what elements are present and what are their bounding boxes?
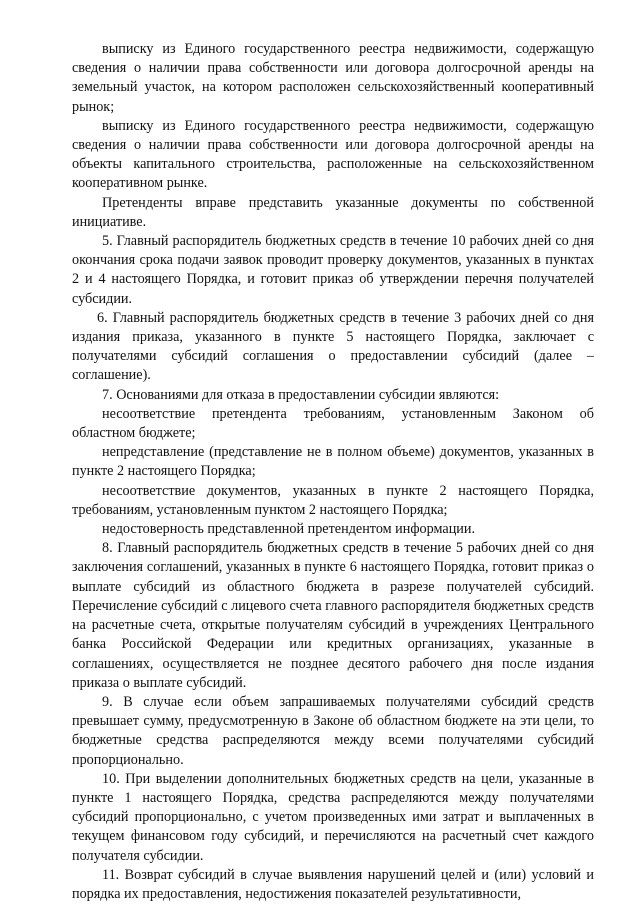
paragraph-item-9: 9. В случае если объем запрашиваемых получателями субсидий средств превышает сумму, предусмотренную в Законе об областном бюджете на эти цели, то бюджетные средства распределяются между всеми получателями субсидий пропорционально. <box>72 693 594 768</box>
paragraph-item-5: 5. Главный распорядитель бюджетных средств в течение 10 рабочих дней со дня окончания срока подачи заявок проводит проверку документов, указанных в пунктах 2 и 4 настоящего Порядка, и готовит приказ об утверждении перечня получателей субсидии. <box>72 233 594 307</box>
paragraph-refusal-reason-1: несоответствие претендента требованиям, установленным Законом об областном бюджете; <box>72 405 594 442</box>
paragraph-item-7: 7. Основаниями для отказа в предоставлении субсидии являются: <box>102 386 500 403</box>
paragraph-item-11: 11. Возврат субсидий в случае выявления нарушений целей и (или) условий и порядка их предоставления, недостижения показателей результативности, <box>72 866 594 902</box>
paragraph-item-10: 10. При выделении дополнительных бюджетных средств на цели, указанные в пункте 1 настоящего Порядка, средства распределяются между получателями субсидий пропорционально, с учетом произведенных ими затрат и выплаченных в текущем финансовом году субсидий, и перечисляются на расчетный счет каждого получателя субсидии. <box>72 770 594 864</box>
paragraph-refusal-reason-4: недостоверность представленной претендентом информации. <box>102 521 476 538</box>
paragraph-item-8: 8. Главный распорядитель бюджетных средств в течение 5 рабочих дней со дня заключения соглашений, указанных в пункте 6 настоящего Порядка, готовит приказ о выплате субсидий из областного бюджета в разрезе получателей субсидий. Перечисление субсидий с лицевого счета главного распорядителя бюджетных средств на расчетные счета, открытые получателям субсидий в учреждениях Центрального банка Российской Федерации или кредитных организациях, указанные в соглашениях, осуществляется не позднее десятого рабочего дня после издания приказа о выплате субсидий. <box>72 540 594 691</box>
paragraph-refusal-reason-3: несоответствие документов, указанных в пункте 2 настоящего Порядка, требованиям, установленным пунктом 2 настоящего Порядка; <box>72 482 594 518</box>
paragraph-own-initiative: Претенденты вправе представить указанные документы по собственной инициативе. <box>72 194 594 230</box>
paragraph-extract-land: выписку из Единого государственного реестра недвижимости, содержащую сведения о наличии права собственности или договора долгосрочной аренды на земельный участок, на котором расположен сельскохозяйственный кооперативный рынок; <box>72 41 594 115</box>
paragraph-item-6: 6. Главный распорядитель бюджетных средств в течение 3 рабочих дней со дня издания приказа, указанного в пункте 5 настоящего Порядка, заключает с получателями субсидий соглашения о предоставлении субсидий (далее – соглашение). <box>72 309 594 384</box>
paragraph-extract-buildings: выписку из Единого государственного реестра недвижимости, содержащую сведения о наличии права собственности или договора долгосрочной аренды на объекты капитального строительства, расположенные на сельскохозяйственном кооперативном рынке. <box>72 117 594 192</box>
document-page <box>72 40 594 904</box>
paragraph-refusal-reason-2: непредставление (представление не в полном объеме) документов, указанных в пункте 2 настоящего Порядка; <box>72 444 594 480</box>
